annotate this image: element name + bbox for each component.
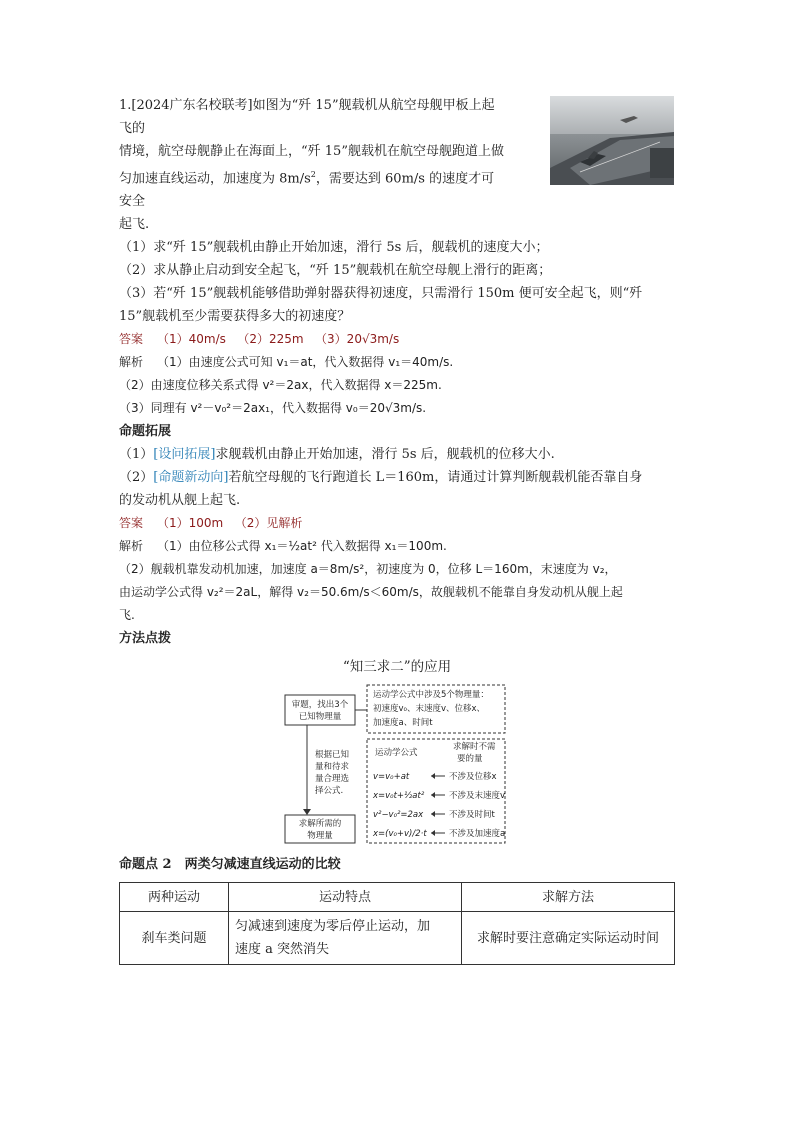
problem-line-1: 1.[2024广东名校联考]如图为“歼 15”舰载机从航空母舰甲板上起飞的 [119, 98, 495, 136]
formula-0: v=v₀+at [373, 772, 410, 783]
explanation-1-step-1: 解析 （1）由速度公式可知 v₁＝at，代入数据得 v₁＝40m/s. [119, 355, 454, 370]
extension-1: （1）[设问拓展]求舰载机由静止开始加速，滑行 5s 后，舰载机的位移大小. [119, 447, 555, 463]
unneeded-0: 不涉及位移x [449, 772, 497, 783]
box-needed-line-2: 物理量 [307, 831, 333, 842]
explanation-1-step-3: （3）同理有 v²－v₀²＝2ax₁，代入数据得 v₀＝20√3m/s. [119, 401, 427, 416]
question-2: （2）求从静止启动到安全起飞，“歼 15”舰载机在航空母舰上滑行的距离； [119, 263, 552, 279]
formula-1: x=v₀t+½at² [373, 791, 425, 802]
unneeded-3: 不涉及加速度a [449, 829, 506, 840]
table-header-cell: 求解方法 [462, 883, 675, 912]
box-quantities-line-3: 加速度a、时间t [373, 718, 433, 729]
formula-2: v²−v₀²=2ax [373, 810, 424, 821]
comparison-table [119, 882, 675, 965]
table-row [120, 912, 675, 965]
formula-arrow-head-0 [431, 773, 435, 779]
table-header-cell: 运动特点 [229, 883, 462, 912]
table-cell-type: 刹车类问题 [120, 912, 229, 965]
explanation-2-step-2-cont: 由运动学公式得 v₂²＝2aL，解得 v₂＝50.6m/s＜60m/s，故舰载机不能靠自身发动机从舰上起 [119, 585, 623, 600]
problem-line-4: 起飞. [119, 217, 150, 233]
formula-arrow-head-1 [431, 792, 435, 798]
formula-arrow-head-3 [431, 830, 435, 836]
box-known-line-1: 审题，找出3个 [291, 700, 349, 711]
question-3-cont: 15”舰载机至少需要获得多大的初速度？ [119, 309, 351, 325]
problem-line-2: 情境，航空母舰静止在海面上，“歼 15”舰载机在航空母舰跑道上做 [119, 144, 504, 159]
question-3: （3）若“歼 15”舰载机能够借助弹射器获得初速度，只需滑行 150m 便可安全起飞，则“歼 [119, 286, 643, 302]
tag-new-trend: [命题新动向] [153, 470, 229, 486]
unneeded-2: 不涉及时间t [449, 810, 495, 821]
tag-question-extension: [设问拓展] [153, 447, 216, 463]
table-cell-feature: 匀减速到速度为零后停止运动，加 速度 a 突然消失 [229, 912, 462, 965]
explanation-2-step-1: 解析 （1）由位移公式得 x₁＝½at² 代入数据得 x₁＝100m. [119, 539, 447, 554]
problem-line-3: 匀加速直线运动，加速度为 $8m/s^2$，需要达到 60m/s 的速度才可安全 [119, 170, 495, 210]
explanation-2-step-2: （2）舰载机靠发动机加速，加速度 a＝8m/s²，初速度为 0，位移 L＝160m，末速度为 v₂， [119, 562, 617, 577]
answer-1: 答案 （1）40m/s （2）225m （3）20√3m/s [119, 332, 400, 347]
extension-2: （2）[命题新动向]若航空母舰的飞行跑道长 L＝160m，请通过计算判断舰载机能否靠自身 [119, 470, 643, 486]
side-text-1: 根据已知 [315, 750, 350, 761]
unneeded-1: 不涉及末速度v [449, 791, 506, 802]
side-text-3: 量合理选 [315, 774, 350, 785]
answer-2: 答案 （1）100m （2）见解析 [119, 516, 303, 531]
unneeded-header-2: 要的量 [457, 754, 483, 765]
box-quantities-line-2: 初速度v₀、末速度v、位移x、 [373, 704, 485, 715]
extension-title: 命题拓展 [119, 424, 172, 440]
side-text-2: 量和待求 [315, 762, 350, 773]
table-cell-method: 求解时要注意确定实际运动时间 [462, 912, 675, 965]
topic2-title: 命题点 2 两类匀减速直线运动的比较 [119, 857, 341, 873]
formula-header: 运动学公式 [375, 748, 418, 759]
formula-arrow-head-2 [431, 811, 435, 817]
arrow-down-head [303, 809, 311, 815]
formula-3: x=(v₀+v)/2·t [373, 829, 427, 840]
diagram-title: “知三求二”的应用 [342, 659, 452, 676]
table-header-cell: 两种运动 [120, 883, 229, 912]
side-text-4: 择公式. [315, 786, 344, 797]
table-header-row [120, 883, 675, 912]
unneeded-header-1: 求解时不需 [453, 742, 496, 753]
explanation-2-step-2-end: 飞. [119, 608, 135, 623]
method-title: 方法点拨 [119, 631, 172, 647]
box-needed-line-1: 求解所需的 [298, 819, 342, 830]
box-known-line-2: 已知物理量 [298, 712, 342, 723]
extension-2-cont: 的发动机从舰上起飞. [119, 493, 241, 509]
question-1: （1）求“歼 15”舰载机由静止开始加速，滑行 5s 后，舰载机的速度大小； [119, 240, 549, 256]
box-quantities-line-1: 运动学公式中涉及5个物理量： [373, 690, 489, 701]
explanation-1-step-2: （2）由速度位移关系式得 v²＝2ax，代入数据得 x＝225m. [119, 378, 442, 393]
method-diagram [119, 683, 675, 845]
